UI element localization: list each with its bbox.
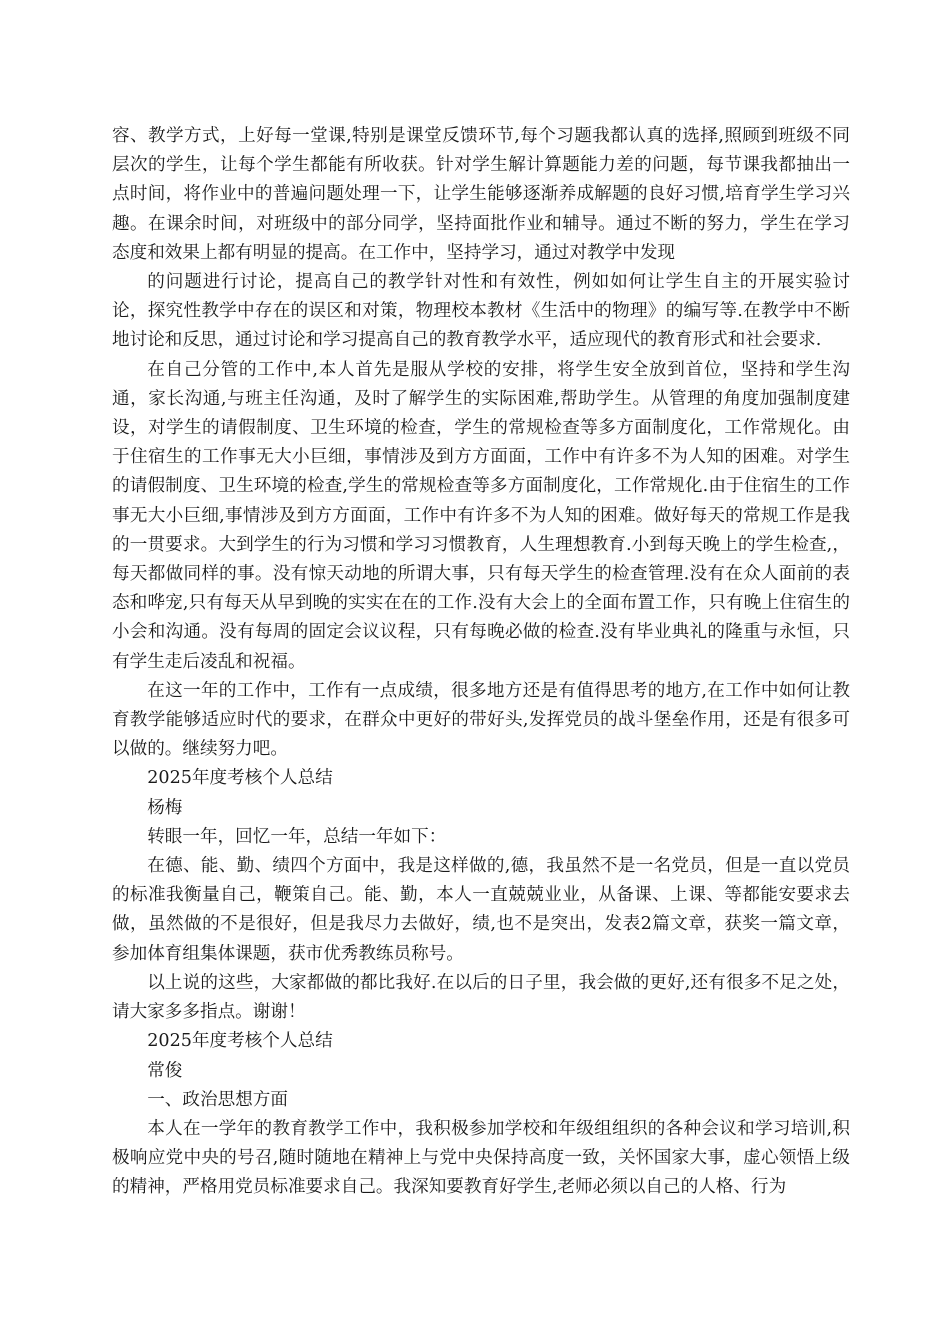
paragraph-management-work: 在自己分管的工作中,本人首先是服从学校的安排，将学生安全放到首位，坚持和学生沟通，家长沟通,与班主任沟通，及时了解学生的实际困难,帮助学生。从管理的角度加强制度建设，对学生的请假制度、卫生环境的检查，学生的常规检查等多方面制度化，工作常规化。由于住宿生的工作事无大小巨细，事情涉及到方方面面，工作中有许多不为人知的困难。对学生的请假制度、卫生环境的检查,学生的常规检查等多方面制度化，工作常规化.由于住宿生的工作事无大小巨细,事情涉及到方方面面，工作中有许多不为人知的困难。做好每天的常规工作是我的一贯要求。大到学生的行为习惯和学习习惯教育，人生理想教育.小到每天晚上的学生检查,，每天都做同样的事。没有惊天动地的所谓大事，只有每天学生的检查管理.没有在众人面前的表态和哗宠,只有每天从早到晚的实实在在的工作.没有大会上的全面布置工作，只有晚上住宿生的小会和沟通。没有每周的固定会议议程，只有每晚必做的检查.没有毕业典礼的隆重与永恒，只有学生走后凌乱和祝福。	[112, 359, 850, 672]
section-title-summary-1: 2025年度考核个人总结	[147, 768, 333, 789]
author-name-1: 杨梅	[147, 797, 183, 818]
subsection-title-political: 一、政治思想方面	[147, 1089, 288, 1110]
section-title-summary-2: 2025年度考核个人总结	[147, 1031, 333, 1052]
paragraph-closing-thanks: 以上说的这些，大家都做的都比我好.在以后的日子里，我会做的更好,还有很多不足之处，请大家多多指点。谢谢！	[112, 972, 850, 1023]
paragraph-four-aspects: 在德、能、勤、绩四个方面中，我是这样做的,德，我虽然不是一名党员，但是一直以党员的标准我衡量自己，鞭策自己。能、勤，本人一直兢兢业业，从备课、上课、等都能安要求去做，虽然做的不是很好，但是我尽力去做好，绩,也不是突出，发表2篇文章，获奖一篇文章，参加体育组集体课题，获市优秀教练员称号。	[112, 856, 850, 964]
paragraph-political-thought: 本人在一学年的教育教学工作中，我积极参加学校和年级组组织的各种会议和学习培训,积极响应党中央的号召,随时随地在精神上与党中央保持高度一致，关怀国家大事，虚心领悟上级的精神，严格用党员标准要求自己。我深知要教育好学生,老师必须以自己的人格、行为	[112, 1118, 850, 1198]
paragraph-teaching-discussion: 的问题进行讨论，提高自己的教学针对性和有效性，例如如何让学生自主的开展实验讨论，探究性教学中存在的误区和对策，物理校本教材《生活中的物理》的编写等.在教学中不断地讨论和反思，通过讨论和学习提高自己的教育教学水平，适应现代的教育形式和社会要求.	[112, 272, 850, 351]
paragraph-year-reflection: 在这一年的工作中，工作有一点成绩，很多地方还是有值得思考的地方,在工作中如何让教育教学能够适应时代的要求，在群众中更好的带好头,发挥党员的战斗堡垒作用，还是有很多可以做的。继续努力吧。	[112, 680, 850, 760]
author-name-2: 常俊	[147, 1060, 183, 1081]
paragraph-intro-summary: 转眼一年，回忆一年，总结一年如下：	[147, 826, 447, 847]
paragraph-teaching-methods: 容、教学方式，上好每一堂课,特别是课堂反馈环节,每个习题我都认真的选择,照顾到班级不同层次的学生，让每个学生都能有所收获。针对学生解计算题能力差的问题，每节课我都抽出一点时间，将作业中的普遍问题处理一下，让学生能够逐渐养成解题的良好习惯,培育学生学习兴趣。在课余时间，对班级中的部分同学，坚持面批作业和辅导。通过不断的努力，学生在学习态度和效果上都有明显的提高。在工作中，坚持学习，通过对教学中发现	[112, 126, 850, 263]
document-body	[112, 122, 850, 1203]
